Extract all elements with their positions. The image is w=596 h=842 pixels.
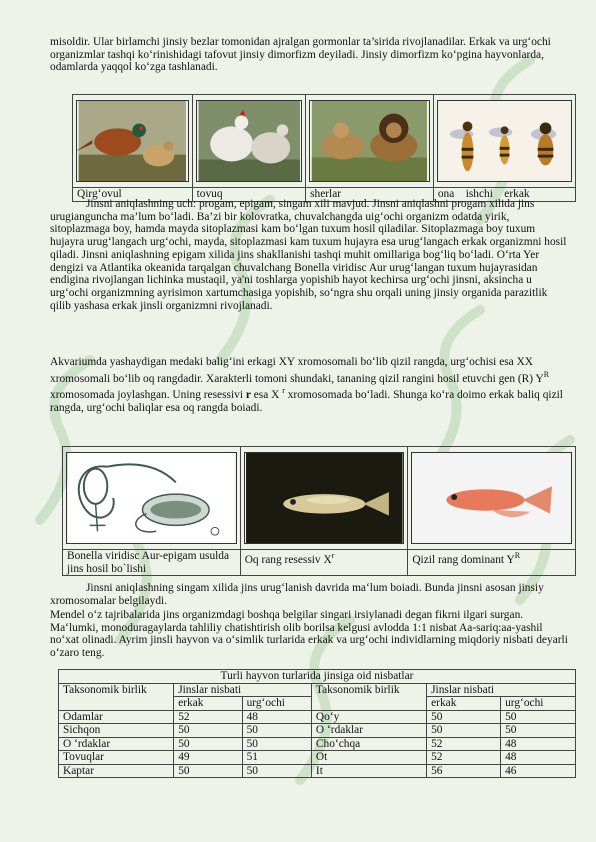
- medaka-sup-1: R: [543, 369, 550, 379]
- red-medaka-fish-photo: [411, 452, 572, 544]
- intro-paragraph: misoldir. Ular birlamchi jinsiy bezlar tomonidan ajralgan gormonlar ta’sirida rivojlanadilar. Erkak va urg‘ochi organizmlar tashqi ko‘rinishidagi tafovut jinsiy dimorfizm deyiladi. Jinsiy dimorfizm ko‘pgina hayvonlarda, odamlarda yaqqol ko‘zga tashlanadi.: [50, 36, 551, 74]
- row-cell: 50: [242, 724, 311, 738]
- table-row: [59, 751, 576, 765]
- medaka-figure-table: [62, 446, 576, 576]
- table-row: [59, 710, 576, 724]
- caption-white-text: Oq rang resessiv X: [244, 553, 332, 566]
- row-cell: 48: [501, 751, 576, 765]
- row-cell: 50: [501, 710, 576, 724]
- white-medaka-fish-photo: [244, 452, 405, 544]
- caption-lion: sherlar: [306, 188, 434, 202]
- row-cell: Cho‘chqa: [311, 737, 426, 751]
- header-female-right: urg‘ochi: [501, 697, 576, 711]
- bonellia-cell: [63, 447, 241, 550]
- sex-ratio-table: [58, 669, 576, 778]
- row-cell: O ‘rdaklar: [311, 724, 426, 738]
- row-cell: Tovuqlar: [59, 751, 174, 765]
- medaka-text-3: esa X: [250, 389, 283, 401]
- white-medaka-cell: [240, 447, 408, 550]
- red-medaka-cell: [408, 447, 576, 550]
- row-cell: 50: [174, 764, 242, 778]
- caption-white-medaka: [240, 550, 408, 576]
- header-taxon-right: Taksonomik birlik: [311, 683, 426, 710]
- row-cell: O ‘rdaklar: [59, 737, 174, 751]
- row-cell: Odamlar: [59, 710, 174, 724]
- row-cell: 50: [242, 737, 311, 751]
- medaka-sup-2: r: [282, 386, 285, 396]
- row-cell: Ot: [311, 751, 426, 765]
- dimorphism-figure-table: [72, 94, 576, 202]
- header-female-left: urg‘ochi: [242, 697, 311, 711]
- row-cell: 52: [174, 710, 242, 724]
- row-cell: 50: [174, 737, 242, 751]
- chicken-cell: [192, 95, 305, 188]
- bee-castes-photo: [437, 100, 572, 182]
- row-cell: Kaptar: [59, 764, 174, 778]
- row-cell: 50: [427, 724, 501, 738]
- row-cell: 46: [501, 764, 576, 778]
- row-cell: 50: [427, 710, 501, 724]
- caption-red-text: Qizil rang dominant Y: [412, 553, 515, 566]
- pheasant-pair-photo: [76, 100, 189, 182]
- table-row: [59, 764, 576, 778]
- row-cell: Qo‘y: [311, 710, 426, 724]
- header-taxon-left: Taksonomik birlik: [59, 683, 174, 710]
- caption-red-medaka: [408, 550, 576, 576]
- table-row: [59, 737, 576, 751]
- lion-pair-photo: [309, 100, 430, 182]
- ratio-table-title: Turli hayvon turlarida jinsiga oid nisbatlar: [59, 670, 576, 684]
- row-cell: 51: [242, 751, 311, 765]
- row-cell: 56: [427, 764, 501, 778]
- header-male-left: erkak: [174, 697, 242, 711]
- lion-cell: [306, 95, 434, 188]
- row-cell: 49: [174, 751, 242, 765]
- pheasant-cell: [73, 95, 193, 188]
- mendel-paragraph: Mendel o‘z tajribalarida jins organizmdagi boshqa belgilar singari irsiylanadi degan fikrni ilgari surgan. Ma‘lumki, monoduragaylarda tahliliy chatishtirish olib borilsa kelgusi avlodda 1:1 nisbat Aa-sariq:aa-yashil no‘xat olinadi. Ayrim jinsli hayvon va o‘simlik turlarida erkak va urg‘ochi individlarning miqdoriy nisbati deyarli o‘zaro teng.: [50, 609, 568, 660]
- row-cell: Sichqon: [59, 724, 174, 738]
- header-ratio-right: Jinslar nisbati: [427, 683, 576, 697]
- chicken-pair-photo: [196, 100, 302, 182]
- row-cell: 50: [242, 764, 311, 778]
- caption-red-sup: R: [514, 551, 521, 560]
- header-ratio-left: Jinslar nisbati: [174, 683, 312, 697]
- sex-determination-paragraph: Jinsni aniqlashning uch: progam, epigam, singam xili mavjud. Jinsni aniqlashni progam xilida jins urugianguncha ma’lum bo‘ladi. Ba’zi bir kolovratka, chuvalchangda uig‘ochi organizm odatda yirik, sitoplazmaga boy, hamda mayda sitoplazmasi kam bo‘lgan tuxum hosil qiladilar. Sitoplazmaga boy tuxum hujayra urug‘langach urg‘ochi, mayda, sitoplazmasi kam tuxum hujayra esa urug‘langach erkak organizmni hosil qiladi. Jinsni aniqlashning epigam xilida jins shakllanishi tashqi muhit omillariga bog‘liq bo‘ladi. O‘rta Yer dengizi va Atlantika okeanida tarqalgan chuvalchang Bonella viridisc Aur urug‘langan tuxum hujayrasidan endigina rivojlangan lichinka mustaqil, ya'ni toshlarga yopishib hayot kechirsa urg‘ochi jinsni, aksincha u urg‘ochi organizmning ayrisimon xartumchasiga yopishib, so‘ngra shu orqali uning jinsiy organida parazitlik qilib yashasa erkak jinsli organizmni rivojlanadi.: [50, 198, 567, 312]
- row-cell: 48: [242, 710, 311, 724]
- row-cell: 48: [501, 737, 576, 751]
- row-cell: 50: [174, 724, 242, 738]
- table-row: [59, 724, 576, 738]
- caption-bonellia: Bonella viridisc Aur-epigam usulda jins hosil bo`lishi: [63, 550, 241, 576]
- medaka-text-4: xromosomada bo‘ladi. Shunga ko‘ra doimo erkak baliq qizil rangda, urg‘ochi baliqlar esa oq rangda boiadi.: [50, 389, 563, 414]
- medaka-paragraph: [50, 356, 570, 414]
- bonellia-worm-drawing: [66, 452, 237, 544]
- caption-chicken: tovuq: [192, 188, 305, 202]
- row-cell: 52: [427, 751, 501, 765]
- medaka-text-2: xromosomada joylashgan. Uning resessivi: [50, 389, 246, 401]
- caption-bee: ona ishchi erkak: [433, 188, 575, 202]
- row-cell: It: [311, 764, 426, 778]
- medaka-text-1: Akvariumda yashaydigan medaki balig‘ini erkagi XY xromosomali bo‘lib qizil rangda, urg‘ochisi esa XX xromosomali bo‘lib oq rangdadir. Xarakterli tomoni shundaki, tananing qizil rangini hosil etuvchi gen (R) Y: [50, 356, 544, 385]
- row-cell: 50: [501, 724, 576, 738]
- row-cell: 52: [427, 737, 501, 751]
- caption-pheasant: Qirg‘ovul: [73, 188, 193, 202]
- header-male-right: erkak: [427, 697, 501, 711]
- medaka-bold-r: r: [245, 389, 251, 401]
- caption-white-sup: r: [331, 551, 335, 560]
- singam-paragraph: Jinsni aniqlashning singam xilida jins urug‘lanish davrida ma‘lum boiadi. Bunda jinsni asosan jinsiy xromosomalar belgilaydi.: [50, 582, 544, 607]
- bee-cell: [433, 95, 575, 188]
